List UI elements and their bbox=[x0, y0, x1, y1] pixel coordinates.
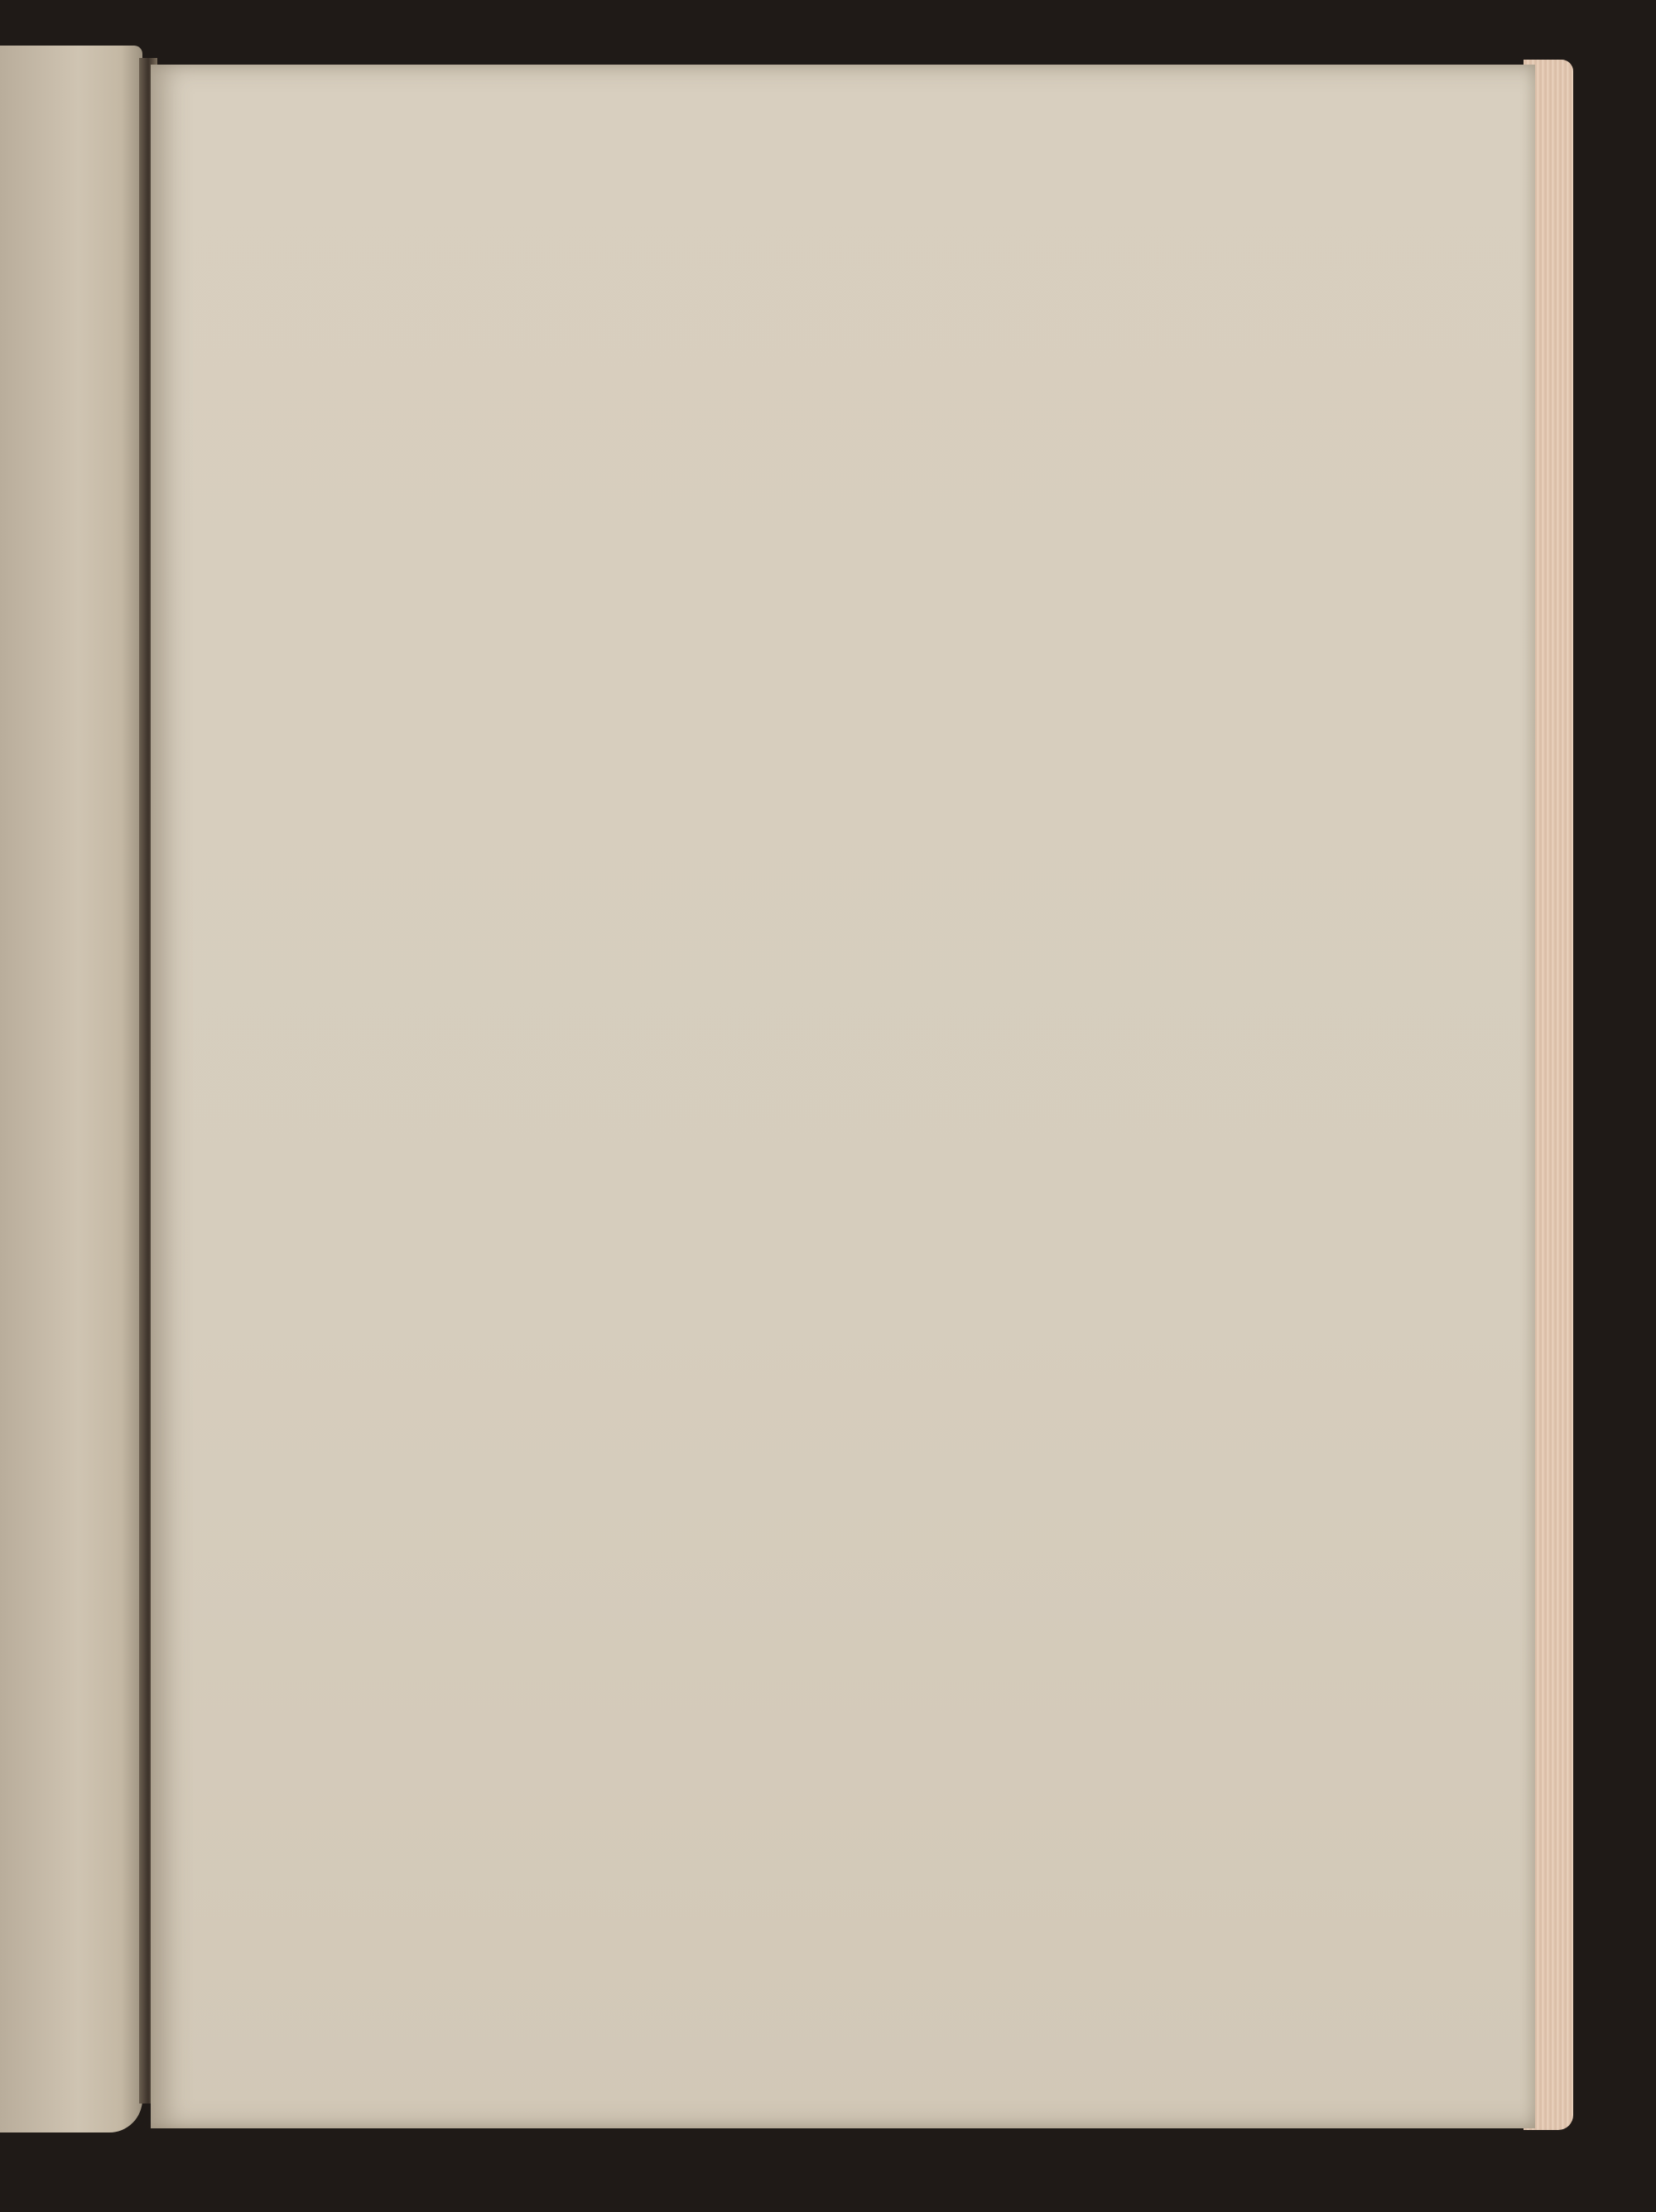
page-body bbox=[249, 263, 1244, 278]
facing-page bbox=[0, 46, 142, 2132]
book-page bbox=[151, 65, 1535, 2128]
